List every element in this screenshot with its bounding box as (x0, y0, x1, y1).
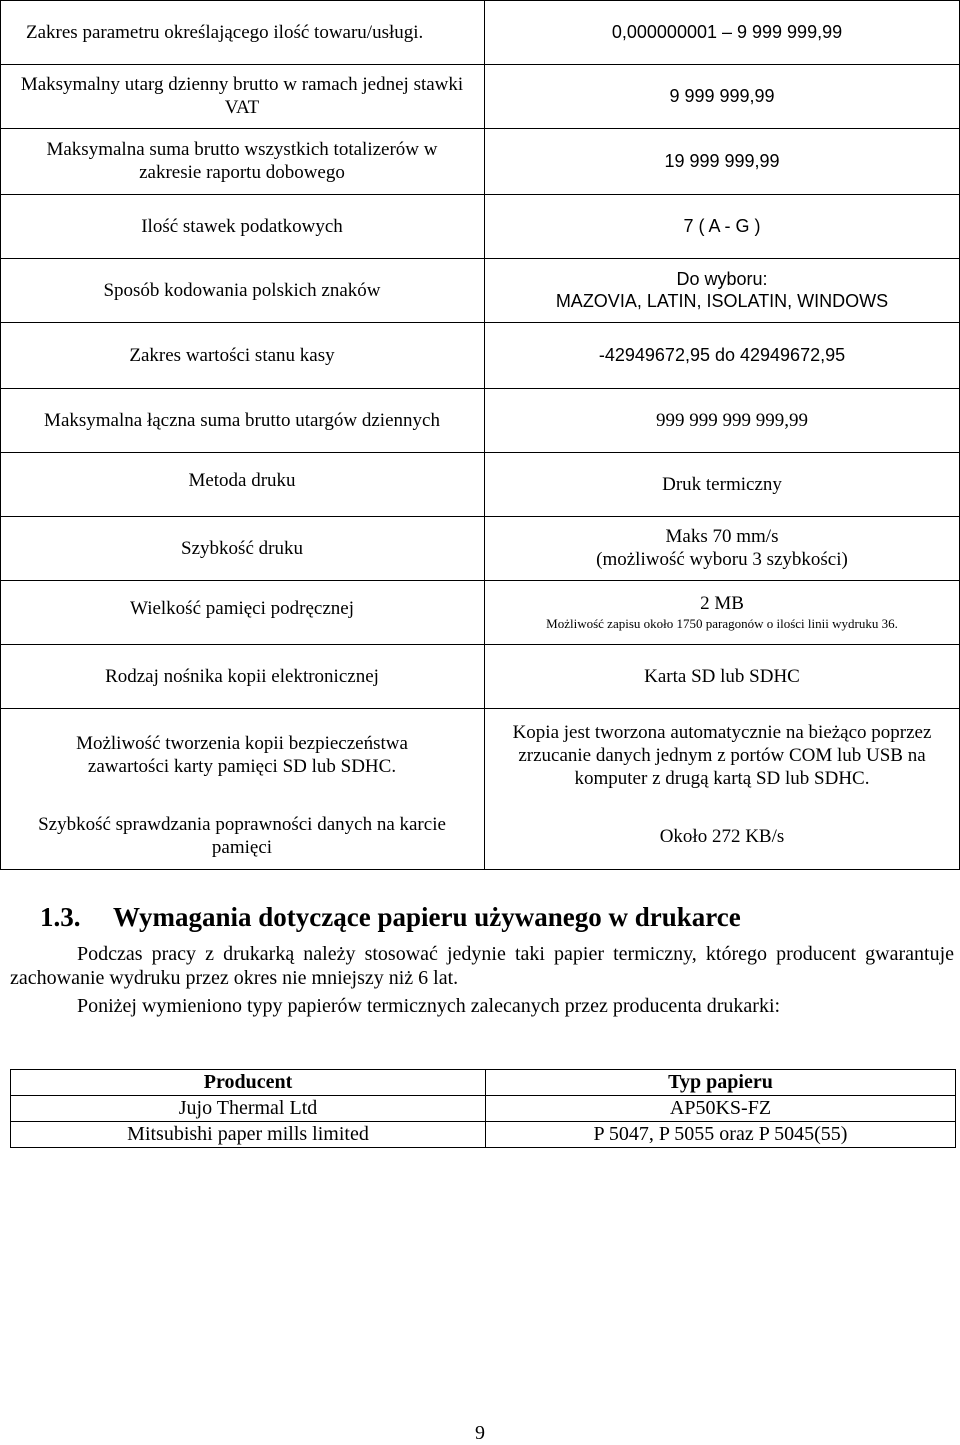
spec-row (0, 64, 960, 128)
paragraph (10, 994, 954, 1018)
spec-row (0, 128, 960, 194)
section-heading (40, 902, 741, 933)
table-rule (0, 258, 960, 259)
spec-row (0, 0, 960, 64)
table-row (11, 1096, 956, 1122)
spec-label: Rodzaj nośnika kopii elektronicznej (105, 665, 379, 687)
table-row (11, 1122, 956, 1148)
spec-value: 9 999 999,99 (669, 86, 775, 106)
spec-value-line: MAZOVIA, LATIN, ISOLATIN, WINDOWS (555, 291, 889, 311)
spec-value-line: (możliwość wyboru 3 szybkości) (596, 549, 848, 570)
spec-label: Wielkość pamięci podręcznej (130, 597, 354, 619)
spec-row (0, 802, 960, 870)
table-rule (0, 516, 960, 517)
spec-row (0, 644, 960, 708)
table-rule (0, 644, 960, 645)
spec-label: Zakres wartości stanu kasy (129, 344, 335, 366)
paper-types-table (10, 1069, 956, 1148)
producer-cell: Mitsubishi paper mills limited (11, 1122, 486, 1148)
spec-label: Maksymalna łączna suma brutto utargów dziennych (44, 409, 440, 431)
spec-row (0, 322, 960, 388)
table-rule (0, 452, 960, 453)
table-rule (0, 869, 960, 870)
table-rule (0, 194, 960, 195)
table-rule (0, 580, 960, 581)
spec-label: Szybkość druku (181, 537, 303, 559)
table-rule (0, 64, 960, 65)
column-header-producer: Producent (11, 1070, 486, 1096)
spec-label: Maksymalna suma brutto wszystkich totalizerów w zakresie raportu dobowego (46, 139, 438, 183)
spec-label: Ilość stawek podatkowych (141, 215, 343, 237)
paragraph-text: Podczas pracy z drukarką należy stosować jedynie taki papier termiczny, którego producent gwarantuje zachowanie wydruku przez okres nie mniejszy niż 6 lat. (10, 943, 954, 989)
spec-label: Metoda druku (188, 469, 296, 491)
spec-label: Szybkość sprawdzania poprawności danych na karcie pamięci (38, 814, 446, 858)
spec-value: Karta SD lub SDHC (644, 665, 800, 687)
spec-row (0, 580, 960, 644)
table-rule (0, 0, 1, 870)
spec-value (484, 580, 960, 644)
section-title: Wymagania dotyczące papieru używanego w drukarce (113, 902, 741, 932)
spec-row (0, 452, 960, 516)
spec-value-line: Maks 70 mm/s (665, 526, 779, 547)
spec-label: Zakres parametru określającego ilość towaru/usługi. (26, 21, 424, 43)
spec-row (0, 516, 960, 580)
spec-label: Sposób kodowania polskich znaków (103, 279, 381, 301)
table-header-row (11, 1070, 956, 1096)
spec-value-line: Do wyboru: (676, 269, 768, 289)
spec-row (0, 258, 960, 322)
table-rule (0, 708, 960, 709)
spec-value: 19 999 999,99 (664, 151, 780, 171)
table-rule (0, 322, 960, 323)
column-header-paper-type: Typ papieru (486, 1070, 956, 1096)
paper-type-cell: P 5047, P 5055 oraz P 5045(55) (486, 1122, 956, 1148)
table-rule (484, 0, 485, 870)
spec-value: 7 ( A - G ) (683, 216, 761, 236)
section-number: 1.3. (40, 902, 81, 932)
spec-value (484, 258, 960, 322)
spec-value-line: 2 MB (700, 592, 744, 614)
spec-value: 0,000000001 – 9 999 999,99 (611, 22, 843, 42)
page-number: 9 (475, 1422, 485, 1444)
table-rule (0, 0, 960, 1)
spec-value-line: Możliwość zapisu około 1750 paragonów o ilości linii wydruku 36. (546, 615, 898, 631)
paragraph (10, 942, 954, 990)
producer-cell: Jujo Thermal Ltd (11, 1096, 486, 1122)
spec-value (484, 516, 960, 580)
spec-value: Około 272 KB/s (659, 825, 785, 847)
spec-label: Maksymalny utarg dzienny brutto w ramach jednej stawki VAT (20, 74, 464, 118)
spec-row (0, 194, 960, 258)
spec-value: -42949672,95 do 42949672,95 (598, 345, 846, 365)
spec-value: Kopia jest tworzona automatycznie na bieżąco poprzez zrzucanie danych jednym z portów COM lub USB na komputer z drugą kartą SD lub SDHC. (512, 721, 932, 789)
spec-row (0, 708, 960, 802)
spec-row (0, 388, 960, 452)
paragraph-text: Poniżej wymieniono typy papierów termicznych zalecanych przez producenta drukarki: (77, 995, 781, 1017)
spec-value: 999 999 999 999,99 (656, 409, 808, 431)
spec-value: Druk termiczny (662, 473, 782, 495)
table-rule (0, 128, 960, 129)
spec-label: Możliwość tworzenia kopii bezpieczeństwa zawartości karty pamięci SD lub SDHC. (76, 733, 408, 777)
paper-type-cell: AP50KS-FZ (486, 1096, 956, 1122)
table-rule (0, 388, 960, 389)
